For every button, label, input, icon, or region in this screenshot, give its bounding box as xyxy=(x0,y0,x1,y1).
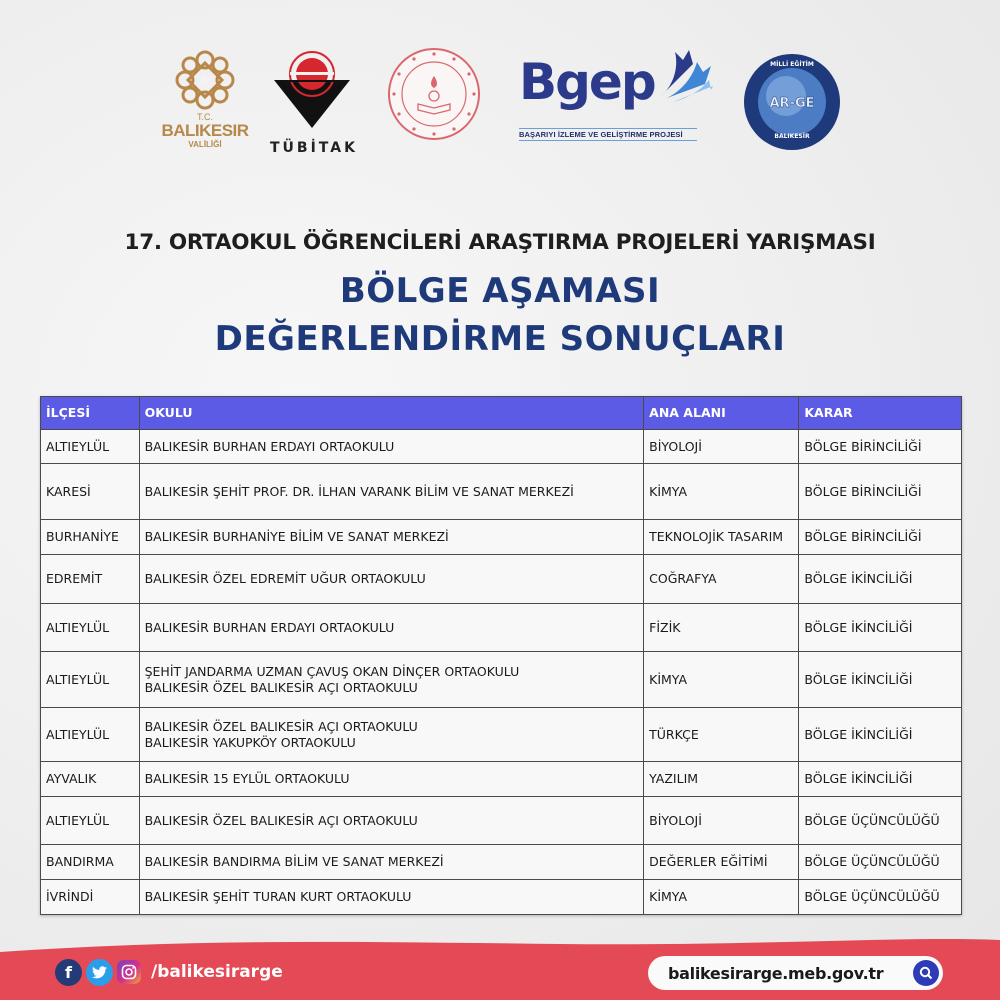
cell-alan: BİYOLOJİ xyxy=(644,797,799,845)
arge-globe-icon xyxy=(742,52,842,152)
cell-karar: BÖLGE ÜÇÜNCÜLÜĞÜ xyxy=(799,880,962,915)
table-row xyxy=(41,652,962,708)
cell-alan: KİMYA xyxy=(644,880,799,915)
website-url[interactable]: balikesirarge.meb.gov.tr xyxy=(668,963,884,983)
school-name: BALIKESİR BANDIRMA BİLİM VE SANAT MERKEZİ xyxy=(144,854,444,869)
cell-karar: BÖLGE BİRİNCİLİĞİ xyxy=(799,430,962,464)
cell-okul xyxy=(139,604,644,652)
school-name: BALIKESİR ÖZEL EDREMİT UĞUR ORTAOKULU xyxy=(144,571,426,586)
bgep-wordmark: Bgep xyxy=(519,53,655,111)
cell-karar: BÖLGE İKİNCİLİĞİ xyxy=(799,652,962,708)
website-pill[interactable] xyxy=(648,956,943,990)
cell-karar: BÖLGE İKİNCİLİĞİ xyxy=(799,708,962,762)
school-name: ŞEHİT JANDARMA UZMAN ÇAVUŞ OKAN DİNÇER ORTAOKULU xyxy=(144,663,520,679)
column-header-okul: OKULU xyxy=(139,397,644,430)
results-table xyxy=(40,396,962,915)
cell-okul xyxy=(139,797,644,845)
cell-okul xyxy=(139,762,644,797)
cell-alan: KİMYA xyxy=(644,464,799,520)
book-pages-icon xyxy=(653,46,715,108)
cell-alan: TÜRKÇE xyxy=(644,708,799,762)
cell-karar: BÖLGE İKİNCİLİĞİ xyxy=(799,555,962,604)
school-name: BALIKESİR ÖZEL BALIKESİR AÇI ORTAOKULU xyxy=(144,718,418,734)
cell-ilce: ALTIEYLÜL xyxy=(41,797,140,845)
cell-alan: DEĞERLER EĞİTİMİ xyxy=(644,845,799,880)
school-name: BALIKESİR 15 EYLÜL ORTAOKULU xyxy=(144,771,350,786)
balikesir-valiligi-logo xyxy=(160,48,250,160)
facebook-icon[interactable] xyxy=(55,959,82,986)
column-header-alan: ANA ALANI xyxy=(644,397,799,430)
table-row xyxy=(41,797,962,845)
svg-text:MİLLİ EĞİTİM: MİLLİ EĞİTİM xyxy=(770,61,814,68)
tubitak-emblem-icon xyxy=(272,50,352,130)
cell-alan: BİYOLOJİ xyxy=(644,430,799,464)
column-header-ilce: İLÇESİ xyxy=(41,397,140,430)
cell-karar: BÖLGE ÜÇÜNCÜLÜĞÜ xyxy=(799,797,962,845)
tubitak-logo xyxy=(270,50,358,162)
cell-alan: COĞRAFYA xyxy=(644,555,799,604)
table-row xyxy=(41,604,962,652)
table-header-row xyxy=(41,397,962,430)
cell-ilce: ALTIEYLÜL xyxy=(41,652,140,708)
facebook-glyph: f xyxy=(65,962,72,982)
school-name: BALIKESİR BURHAN ERDAYI ORTAOKULU xyxy=(144,619,395,635)
meb-seal-icon xyxy=(386,46,482,142)
cell-karar: BÖLGE BİRİNCİLİĞİ xyxy=(799,520,962,555)
table-row xyxy=(41,762,962,797)
cell-ilce: BANDIRMA xyxy=(41,845,140,880)
valilik-prefix: T.C. xyxy=(196,112,213,122)
cell-alan: YAZILIM xyxy=(644,762,799,797)
meb-seal-logo xyxy=(386,46,482,142)
cell-karar: BÖLGE ÜÇÜNCÜLÜĞÜ xyxy=(799,845,962,880)
school-name: BALIKESİR ŞEHİT TURAN KURT ORTAOKULU xyxy=(144,889,412,904)
table-row xyxy=(41,520,962,555)
cell-ilce: ALTIEYLÜL xyxy=(41,708,140,762)
cell-ilce: AYVALIK xyxy=(41,762,140,797)
search-icon[interactable] xyxy=(913,960,939,986)
bgep-logo xyxy=(515,46,715,146)
social-links xyxy=(55,957,283,987)
cell-ilce: İVRİNDİ xyxy=(41,880,140,915)
cell-ilce: ALTIEYLÜL xyxy=(41,604,140,652)
cell-okul xyxy=(139,708,644,762)
page-title-line1: BÖLGE AŞAMASI xyxy=(339,271,661,311)
bgep-tagline: BAŞARIYI İZLEME VE GELİŞTİRME PROJESİ xyxy=(519,128,697,141)
svg-text:AR-GE: AR-GE xyxy=(769,96,815,111)
valilik-sub: VALİLİĞİ xyxy=(188,140,222,149)
column-header-karar: KARAR xyxy=(799,397,962,430)
table-row xyxy=(41,464,962,520)
cell-alan: KİMYA xyxy=(644,652,799,708)
cell-karar: BÖLGE İKİNCİLİĞİ xyxy=(799,604,962,652)
school-name: BALIKESİR ÖZEL BALIKESİR AÇI ORTAOKULU xyxy=(144,812,418,828)
valilik-name: BALIKESIR xyxy=(161,121,249,140)
tubitak-name: TÜBİTAK xyxy=(270,140,358,156)
school-name: BALIKESİR BURHAN ERDAYI ORTAOKULU xyxy=(144,438,395,454)
cell-okul xyxy=(139,652,644,708)
svg-text:BALIKESİR: BALIKESİR xyxy=(774,133,810,140)
competition-subtitle: 17. ORTAOKUL ÖĞRENCİLERİ ARAŞTIRMA PROJELERİ YARIŞMASI xyxy=(124,230,876,255)
cell-okul xyxy=(139,555,644,604)
cell-okul xyxy=(139,880,644,915)
twitter-icon[interactable] xyxy=(86,959,113,986)
cell-ilce: ALTIEYLÜL xyxy=(41,430,140,464)
cell-ilce: EDREMİT xyxy=(41,555,140,604)
table-body xyxy=(41,430,962,915)
arge-logo xyxy=(742,52,842,152)
table-row xyxy=(41,845,962,880)
knot-emblem-icon xyxy=(173,48,237,112)
cell-ilce: BURHANİYE xyxy=(41,520,140,555)
table-row xyxy=(41,708,962,762)
cell-okul xyxy=(139,845,644,880)
instagram-icon[interactable] xyxy=(117,960,141,984)
footer xyxy=(0,930,1000,1000)
table-row xyxy=(41,555,962,604)
table-row xyxy=(41,430,962,464)
cell-alan: FİZİK xyxy=(644,604,799,652)
cell-ilce: KARESİ xyxy=(41,464,140,520)
page-title-line2: DEĞERLENDİRME SONUÇLARI xyxy=(214,319,786,359)
school-name: BALIKESİR YAKUPKÖY ORTAOKULU xyxy=(144,734,356,750)
social-handle[interactable]: /balikesirarge xyxy=(151,962,283,982)
school-name: BALIKESİR BURHANİYE BİLİM VE SANAT MERKEZİ xyxy=(144,529,449,544)
logo-bar xyxy=(0,40,1000,170)
cell-okul xyxy=(139,520,644,555)
cell-okul xyxy=(139,464,644,520)
school-name: BALIKESİR ÖZEL BALIKESİR AÇI ORTAOKULU xyxy=(144,679,418,695)
table-row xyxy=(41,880,962,915)
school-name: BALIKESİR ŞEHİT PROF. DR. İLHAN VARANK BİLİM VE SANAT MERKEZİ xyxy=(144,483,574,499)
cell-karar: BÖLGE İKİNCİLİĞİ xyxy=(799,762,962,797)
cell-okul xyxy=(139,430,644,464)
cell-alan: TEKNOLOJİK TASARIM xyxy=(644,520,799,555)
cell-karar: BÖLGE BİRİNCİLİĞİ xyxy=(799,464,962,520)
